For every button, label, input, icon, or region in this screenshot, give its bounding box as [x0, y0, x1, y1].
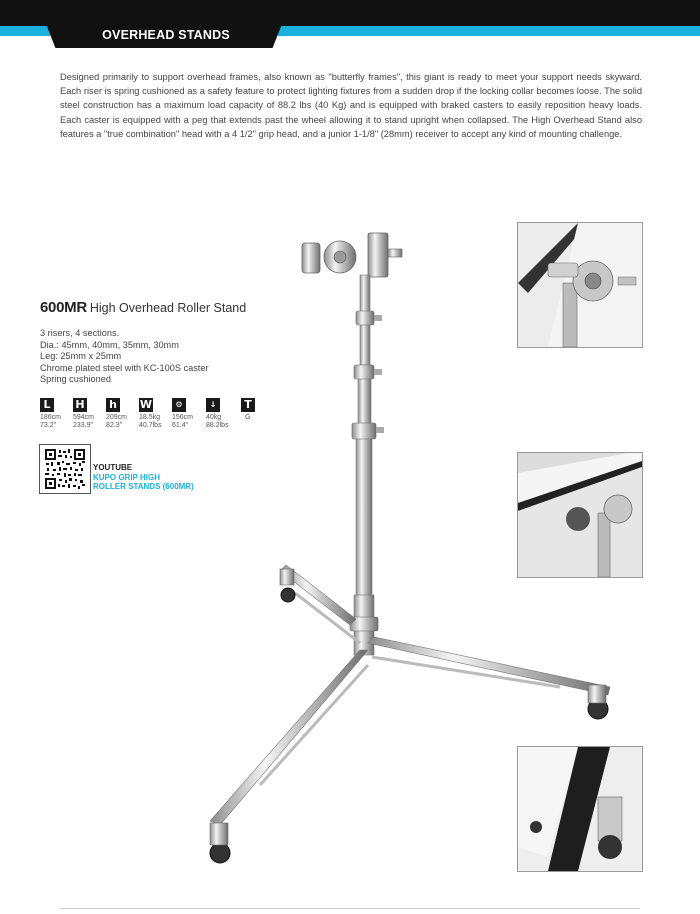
spec-value: 186cm — [40, 414, 62, 421]
spec-line: Chrome plated steel with KC-100S caster — [40, 362, 209, 373]
footer-divider — [60, 908, 640, 909]
header-bar — [0, 0, 700, 26]
max-height-icon: H — [73, 398, 87, 412]
spec-value: 18.5kg — [139, 414, 161, 421]
product-model: 600MR — [40, 299, 87, 316]
min-height-icon: L — [40, 398, 54, 412]
spec-value: 73.2" — [40, 422, 57, 430]
video-title: ROLLER STANDS (600MR) — [93, 482, 194, 491]
spec-list — [40, 328, 209, 386]
spec-line: Dia.: 45mm, 40mm, 35mm, 30mm — [40, 339, 179, 350]
spec-line: Leg: 25mm x 25mm — [40, 351, 122, 362]
video-source-label: YOUTUBE — [93, 463, 133, 472]
grip-head-icon — [518, 223, 642, 347]
finish-icon: T — [241, 398, 255, 412]
product-description: Designed primarily to support overhead frames, also known as "butterfly frames", this giant is ready to meet your support needs skyward. Each riser is spring cushioned as a safety feature to protect lighting fixtures from a sudden drop if the locking collar becomes loose. The solid steel construction has a maximum load capacity of 88.2 lbs (40 Kg) and is equipped with braked casters to easily reposition heavy loads. Each caster is equipped with a peg that extends past the wheel allowing it to stand upright when collapsed. The High Overhead Stand also features a "true combination" head with a 4 1/2" grip head, and a junior 1-1/8" (28mm) receiver to accept any kind of mounting challenge. — [60, 72, 642, 139]
spec-item-max-height — [73, 398, 107, 431]
video-title: KUPO GRIP HIGH — [93, 472, 160, 482]
spec-value: 40.7lbs — [139, 422, 162, 430]
qr-code-icon — [45, 449, 85, 489]
spec-value: 209cm — [106, 414, 128, 421]
spec-value: 156cm — [172, 414, 194, 421]
frame-mount-icon — [518, 453, 642, 577]
spec-item-weight — [139, 398, 173, 431]
spec-value: 61.4" — [172, 422, 189, 430]
header-accent-right — [278, 26, 700, 36]
spec-item-folded-length — [106, 398, 140, 431]
section-title: OVERHEAD STANDS — [102, 28, 230, 42]
video-link[interactable] — [93, 463, 194, 492]
product-name: High Overhead Roller Stand — [89, 301, 247, 315]
spec-value: 40kg — [206, 414, 222, 421]
detail-photo-caster — [517, 746, 643, 872]
spec-value: 88.2lbs — [206, 422, 229, 430]
header-accent-left — [0, 26, 50, 36]
qr-code[interactable] — [39, 444, 91, 494]
weight-icon: W — [139, 398, 153, 411]
spec-value: 594cm — [73, 414, 95, 421]
spec-value: 82.3" — [106, 422, 123, 430]
footprint-icon: ⚙ — [172, 398, 186, 412]
spec-item-min-height — [40, 398, 74, 431]
spec-line: 3 risers, 4 sections. — [40, 328, 120, 338]
detail-photo-frame — [517, 452, 643, 578]
folded-length-icon: h — [106, 398, 120, 412]
detail-photo-head — [517, 222, 643, 348]
spec-value: G — [245, 414, 251, 421]
max-load-icon: ↓ — [206, 398, 220, 412]
spec-value: 233.9" — [73, 422, 94, 430]
caster-icon — [518, 747, 642, 871]
spec-line: Spring cushioned — [40, 374, 111, 385]
